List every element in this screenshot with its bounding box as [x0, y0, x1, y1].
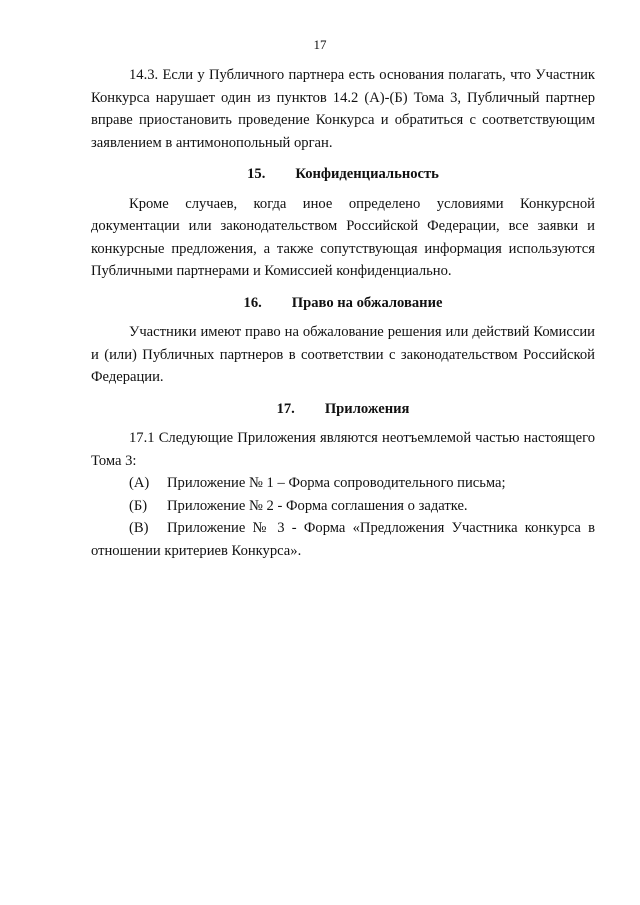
- appendix-list-item: [91, 517, 595, 562]
- list-marker: (В): [129, 520, 149, 536]
- list-item-text: Приложение № 3 - Форма «Предложения Участника конкурса в отношении критериев Конкурса».: [91, 520, 595, 559]
- section-17-intro: 17.1 Следующие Приложения являются неотъемлемой частью настоящего Тома 3:: [91, 430, 595, 469]
- section-16-title: Право на обжалование: [291, 294, 443, 311]
- appendix-list-item: [91, 472, 595, 495]
- appendix-list-item: [91, 495, 595, 518]
- section-15-text: Кроме случаев, когда иное определено условиями Конкурсной документации или законодательством Российской Федерации, все заявки и конкурсные предложения, а также сопутствующая информация используются Публичными партнерами и Комиссией конфиденциально.: [91, 195, 595, 279]
- section-16-number: 16.: [243, 294, 262, 311]
- list-marker: (А): [129, 475, 150, 491]
- section-17-title: Приложения: [324, 400, 410, 417]
- section-16-heading: [91, 292, 595, 315]
- list-item-text: Приложение № 1 – Форма сопроводительного письма;: [167, 475, 506, 491]
- section-17-number: 17.: [276, 400, 295, 417]
- section-15-number: 15.: [247, 166, 266, 182]
- document-body: [91, 64, 595, 562]
- section-15-heading: [91, 163, 595, 186]
- page-number: 17: [313, 37, 327, 52]
- section-17-heading: [91, 398, 595, 421]
- clause-14-3: 14.3. Если у Публичного партнера есть основания полагать, что Участник Конкурса нарушает один из пунктов 14.2 (А)-(Б) Тома 3, Публичный партнер вправе приостановить проведение Конкурса и обратиться с соответствующим заявлением в антимонопольный орган.: [91, 67, 595, 151]
- section-15-title: Конфиденциальность: [295, 166, 439, 182]
- list-item-text: Приложение № 2 - Форма соглашения о задатке.: [167, 497, 468, 514]
- list-marker: (Б): [129, 497, 148, 514]
- section-16-text: Участники имеют право на обжалование решения или действий Комиссии и (или) Публичных партнеров в соответствии с законодательством Российской Федерации.: [91, 324, 595, 385]
